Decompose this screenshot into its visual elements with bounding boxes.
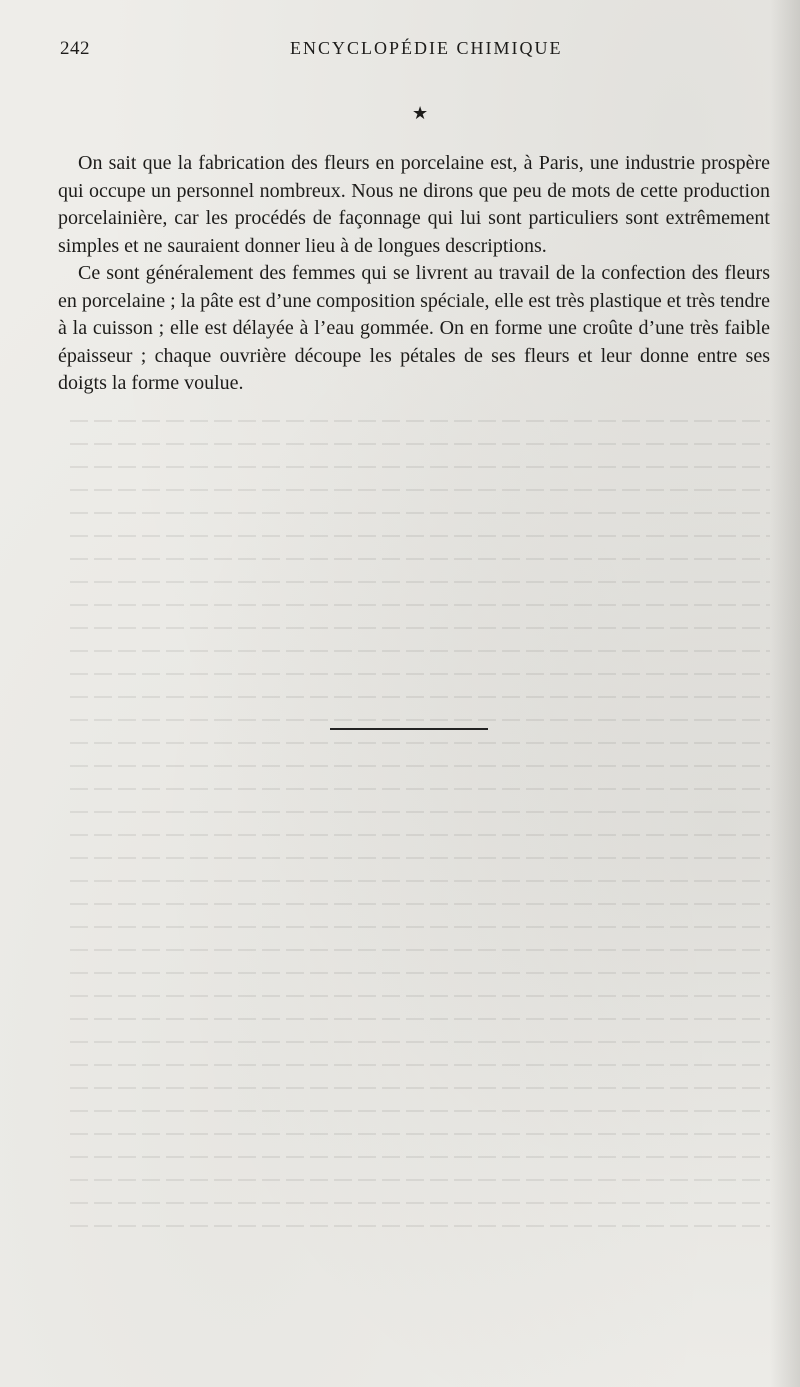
page-header <box>60 38 760 68</box>
section-end-rule <box>330 728 488 730</box>
page-edge-shadow <box>770 0 800 1387</box>
body-text <box>58 150 770 398</box>
paragraph: Ce sont généralement des femmes qui se livrent au travail de la confection des fleurs en porcelaine ; la pâte est d’une composition spéciale, elle est très plastique et très tendre à la cuisson ; elle est délayée à l’eau gommée. On en forme une croûte d’une très faible épaisseur ; chaque ouvrière découpe les pétales de ses fleurs et leur donne entre ses doigts la forme voulue. <box>58 262 770 394</box>
paragraph: On sait que la fabrication des fleurs en porcelaine est, à Paris, une industrie prospère qui occupe un personnel nombreux. Nous ne dirons que peu de mots de cette production porcelainière, car les procédés de façonnage qui lui sont particuliers sont extrêmement simples et ne sauraient donner lieu à de longues descriptions. <box>58 152 770 257</box>
show-through-texture <box>70 420 770 1320</box>
star-ornament-icon: ★ <box>412 103 429 123</box>
running-head: ENCYCLOPÉDIE CHIMIQUE <box>290 38 563 58</box>
page-number: 242 <box>60 38 90 59</box>
